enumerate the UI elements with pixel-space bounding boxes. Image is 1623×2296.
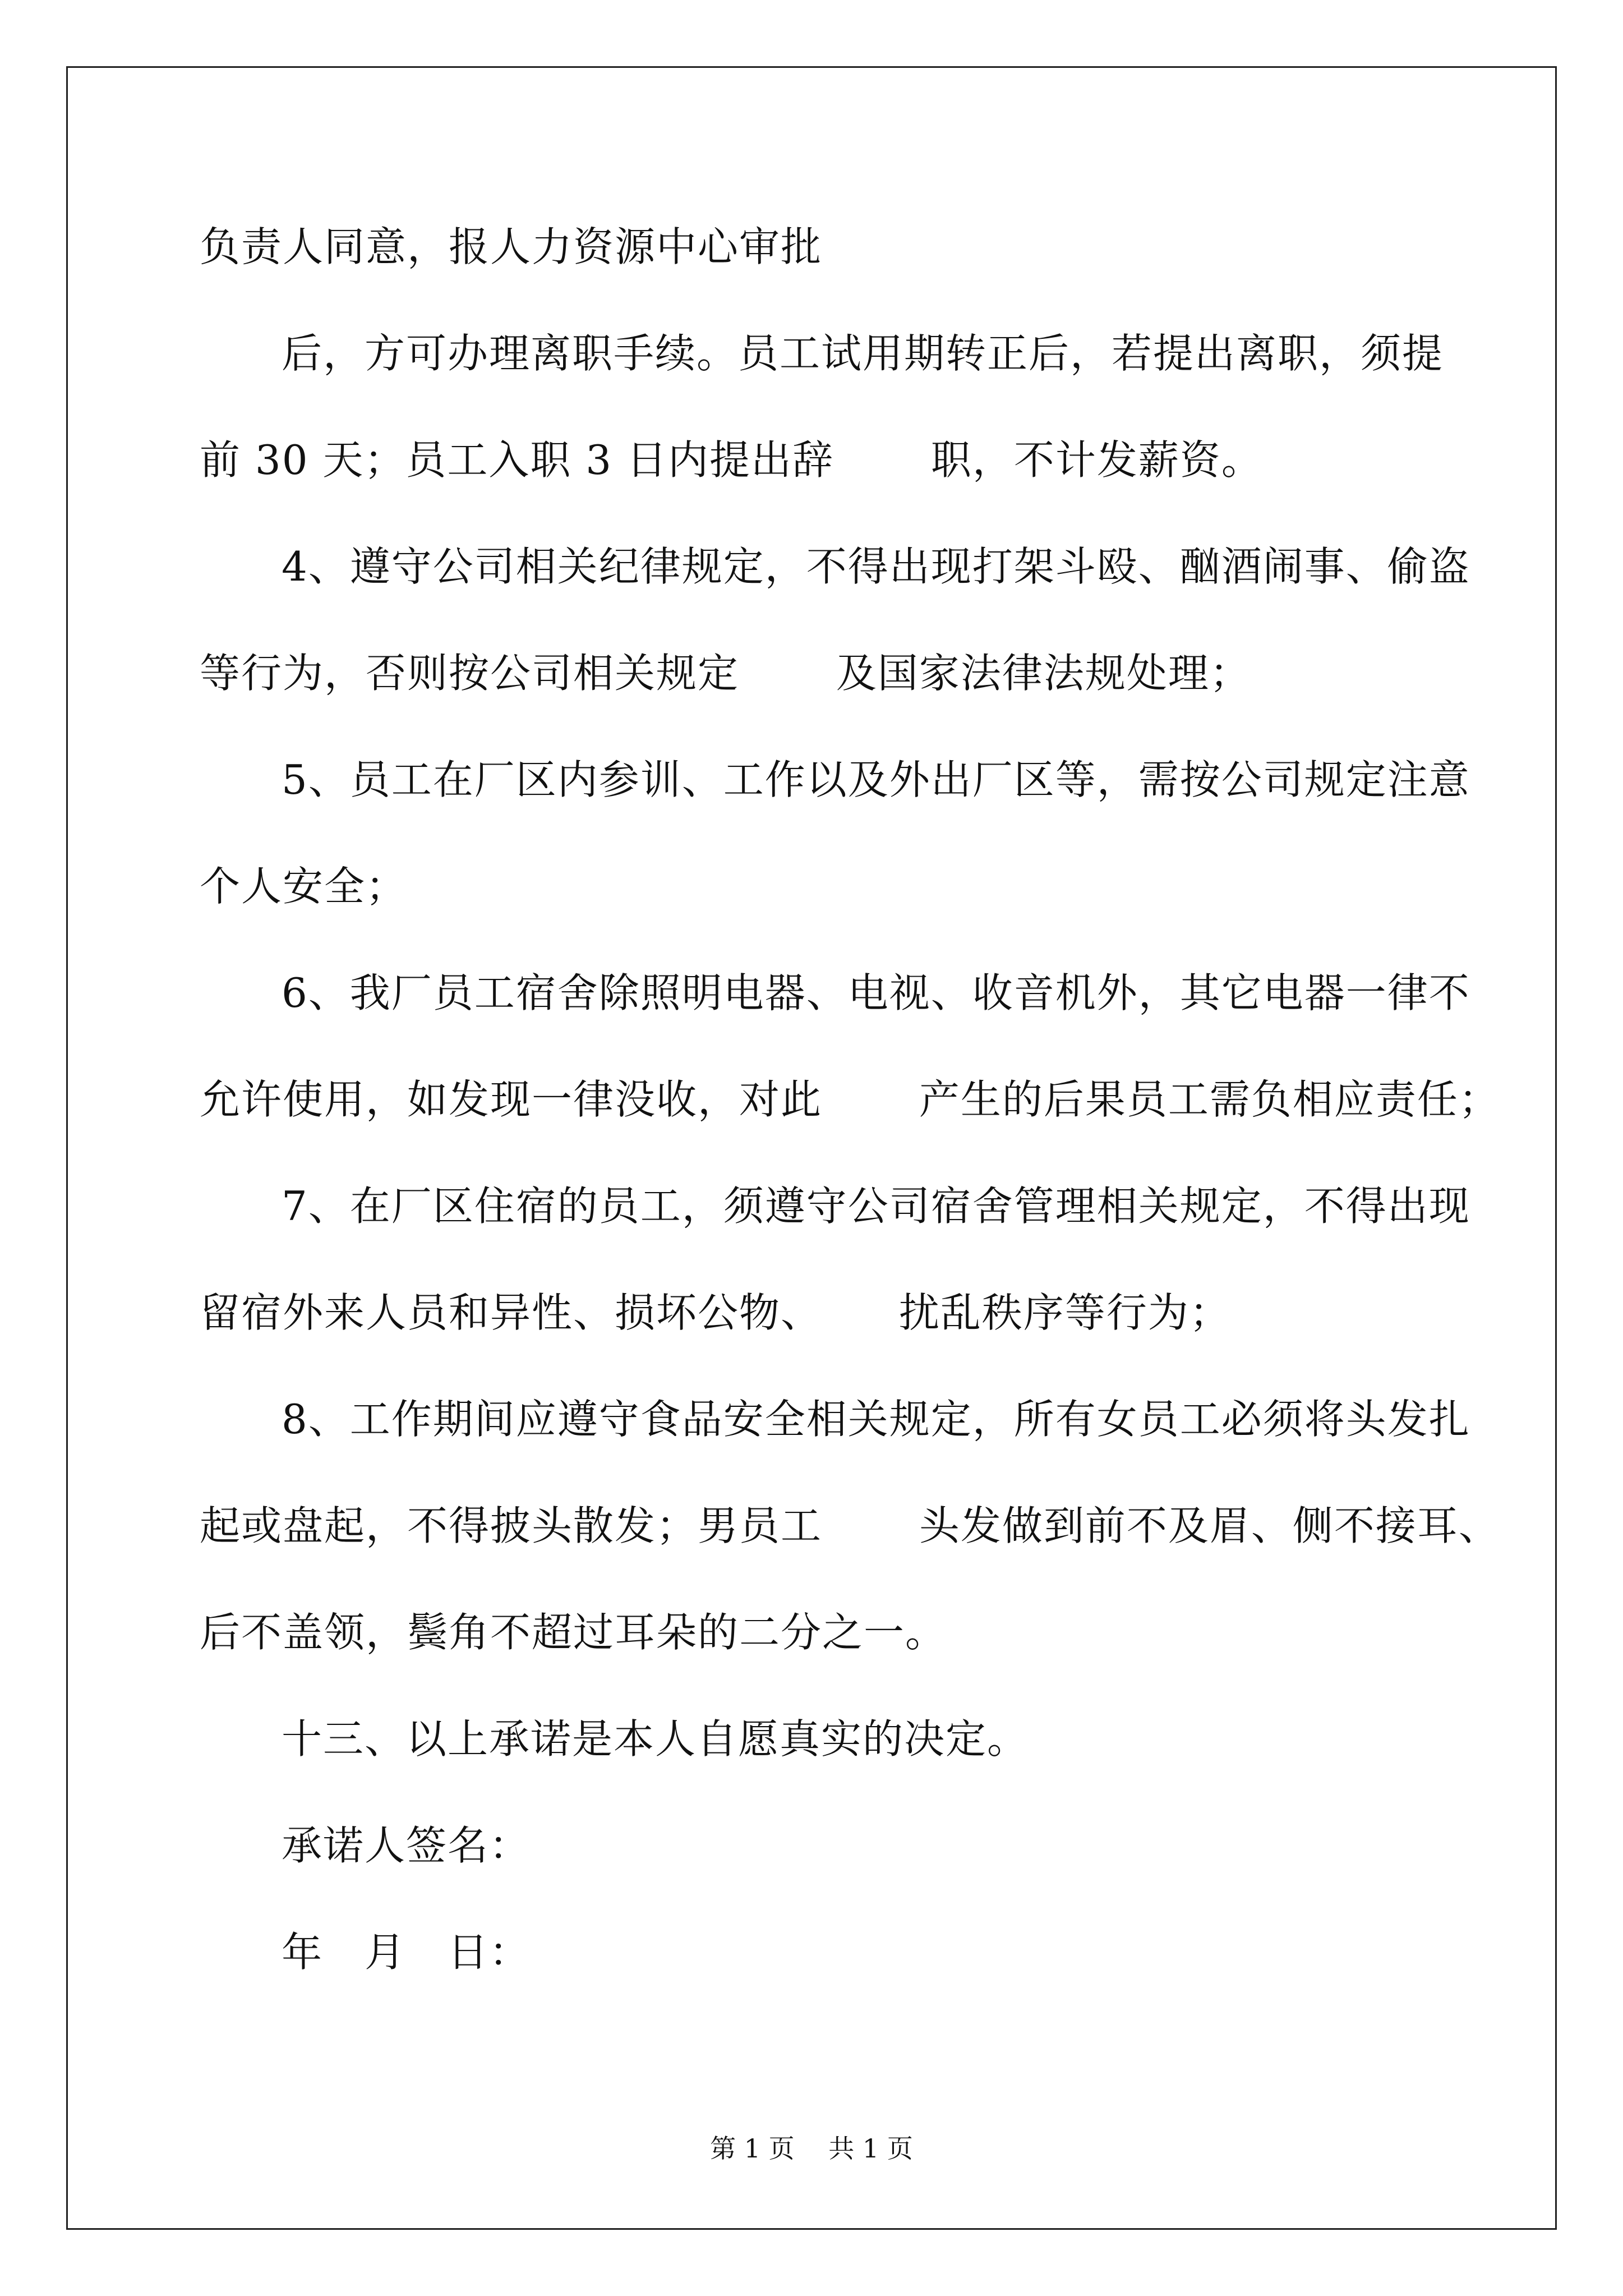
text-line-15: 十三、以上承诺是本人自愿真实的决定。 <box>282 1715 1029 1763</box>
text-line-9: 允许使用，如发现一律没收，对此 产生的后果员工需负相应责任； <box>200 1076 1500 1123</box>
signature-label: 承诺人签名： <box>282 1822 531 1869</box>
text-line-14: 后不盖领，鬓角不超过耳朵的二分之一。 <box>200 1609 947 1656</box>
text-line-4: 4、遵守公司相关纪律规定，不得出现打架斗殴、酗酒闹事、偷盗 <box>282 543 1470 590</box>
text-line-1: 负责人同意，报人力资源中心审批 <box>200 223 823 270</box>
date-label: 年 月 日： <box>282 1929 531 1976</box>
text-line-13: 起或盘起，不得披头散发；男员工 头发做到前不及眉、侧不接耳、 <box>200 1502 1500 1549</box>
page-number-footer: 第 1 页 共 1 页 <box>710 2133 913 2164</box>
text-line-12: 8、工作期间应遵守食品安全相关规定，所有女员工必须将头发扎 <box>282 1396 1470 1443</box>
text-line-6: 5、员工在厂区内参训、工作以及外出厂区等，需按公司规定注意 <box>282 756 1470 803</box>
text-line-7: 个人安全； <box>200 863 408 910</box>
page-border <box>66 66 1557 2230</box>
text-line-2: 后，方可办理离职手续。员工试用期转正后，若提出离职，须提 <box>282 330 1444 377</box>
text-line-3: 前 30 天；员工入职 3 日内提出辞 职，不计发薪资。 <box>200 436 1263 484</box>
text-line-10: 7、在厂区住宿的员工，须遵守公司宿舍管理相关规定，不得出现 <box>282 1182 1470 1230</box>
text-line-11: 留宿外来人员和异性、损坏公物、 扰乱秩序等行为； <box>200 1289 1231 1336</box>
text-line-8: 6、我厂员工宿舍除照明电器、电视、收音机外，其它电器一律不 <box>282 969 1470 1016</box>
text-line-5: 等行为，否则按公司相关规定 及国家法律法规处理； <box>200 650 1251 697</box>
